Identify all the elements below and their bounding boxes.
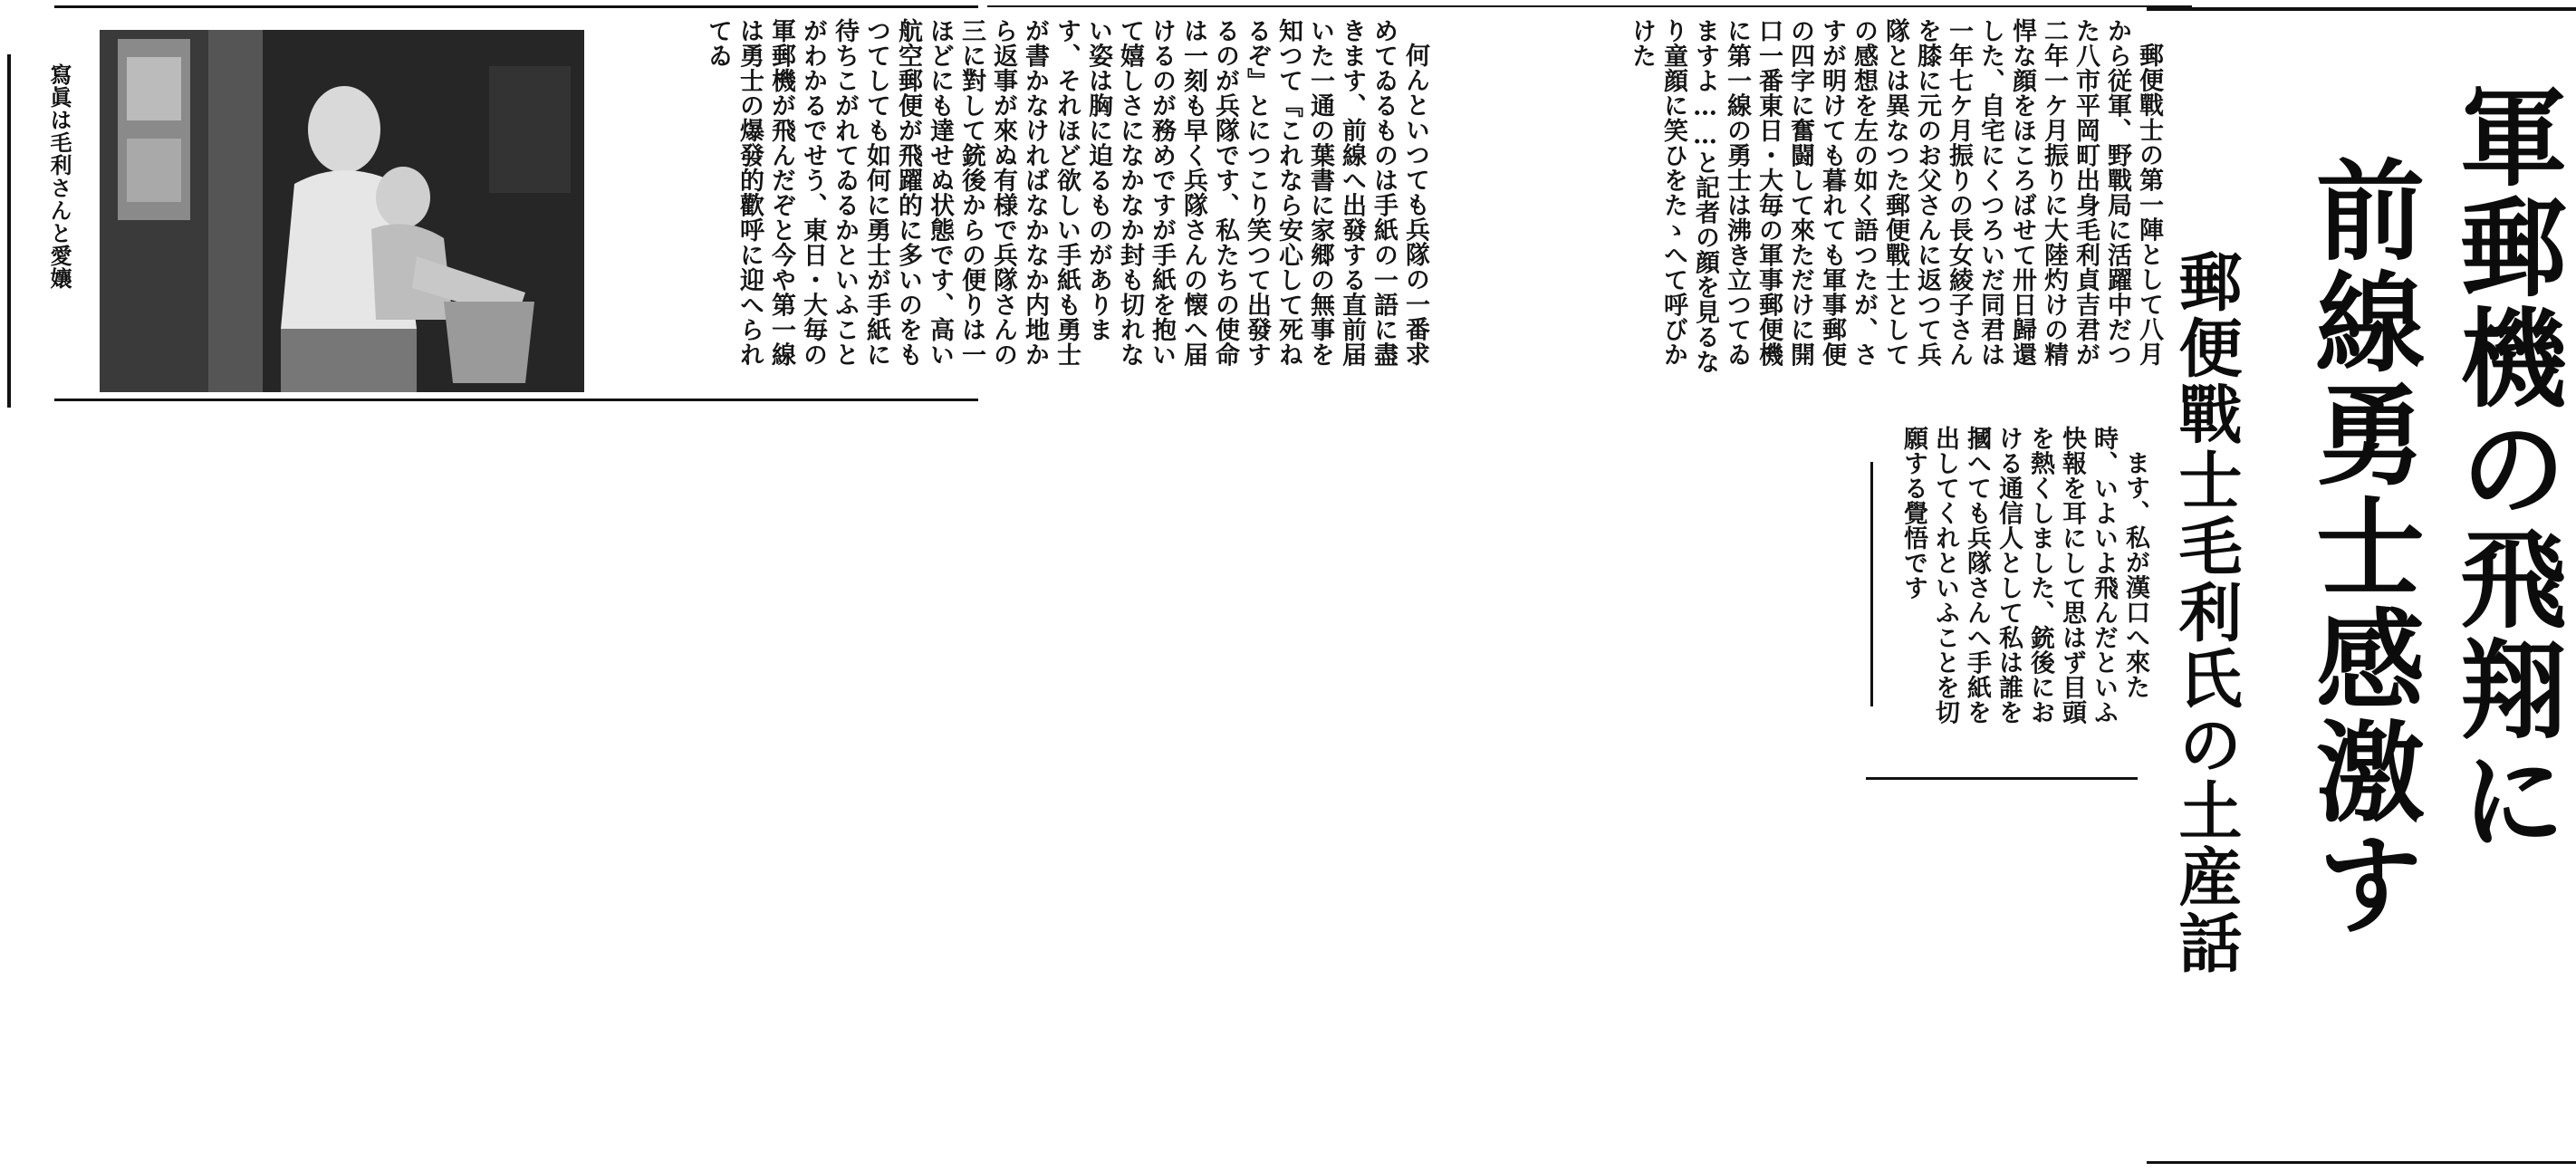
- article-paragraph-3: ます、私が漢口へ來た時、いよいよ飛んだといふ快報を耳にして思はず目頭を熱くしました、銃後における通信人として私は誰を摑へても兵隊さんへ手紙を出してくれといふことを切願する覺悟です: [1899, 426, 2149, 725]
- article-paragraph-2: 何んといつても兵隊の一番求めてゐるものは手紙の一語に盡きます、前線へ出發する直前届いた一通の葉書に家郷の無事を知つて『これなら安心して死ねるぞ』とにつこり笑つて出發するのが兵隊です、私たちの使命は一刻も早く兵隊さんの懐へ届けるのが務めですが手紙を抱いて嬉しさになかなか封も切れない姿は胸に迫るものがあります、それほど欲しい手紙も勇士が書かなければなかなか内地から返事が來ぬ有様で兵隊さんの三に對して銃後からの便りは一ほどにも達せぬ状態です、高い航空郵便が飛躍的に多いのをもつてしても如何に勇士が手紙に待ちこがれてゐるかといふことがわかるでせう、東日・大毎の軍郵機が飛んだぞと今や第一線は勇士の爆發的歡呼に迎へられてゐ: [704, 18, 1429, 367]
- right-section-bottom-rule: [1866, 777, 2138, 780]
- column-rule-right: [1870, 462, 1873, 706]
- photo-caption: 寫眞は毛利さんと愛孃: [46, 63, 72, 290]
- top-rule-left: [54, 5, 978, 8]
- mid-rule: [54, 399, 978, 401]
- bottom-rule-headline: [2147, 1161, 2576, 1164]
- left-edge-mark: [7, 54, 11, 408]
- top-rule-right: [987, 5, 2192, 7]
- article-body-right: [1889, 426, 2151, 743]
- article-body-lower: [598, 18, 1431, 389]
- article-photo: [100, 30, 584, 392]
- top-rule-headline: [2147, 7, 2576, 11]
- photo-image: [100, 30, 584, 392]
- article-body-upper: [1440, 18, 2165, 389]
- headline-line-2: 前線勇士感激す: [2298, 154, 2424, 940]
- article-paragraph-1: 郵便戰士の第一陣として八月から従軍、野戰局に活躍中だつた八市平岡町出身毛利貞吉君が二年一ケ月振りに大陸灼けの精悍な顔をほころばせて卅日歸還した、自宅にくつろいだ同君は一年七ケ月振りの長女綾子さんを膝に元のお父さんに返つて兵隊とは異なつた郵便戰士としての感想を左の如く語つたが、さすが明けても暮れても軍事郵便の四字に奮闘して來ただけに開口一番東日・大毎の軍事郵便機に第一線の勇士は沸き立つてゐますよ……と記者の顔を見るなり童顔に笑ひをたゝへて呼びかけた: [1628, 18, 2163, 374]
- subhead: 郵便戰士毛利氏の土産話: [2168, 249, 2243, 976]
- headline-line-1: 軍郵機の飛翔に: [2442, 82, 2567, 855]
